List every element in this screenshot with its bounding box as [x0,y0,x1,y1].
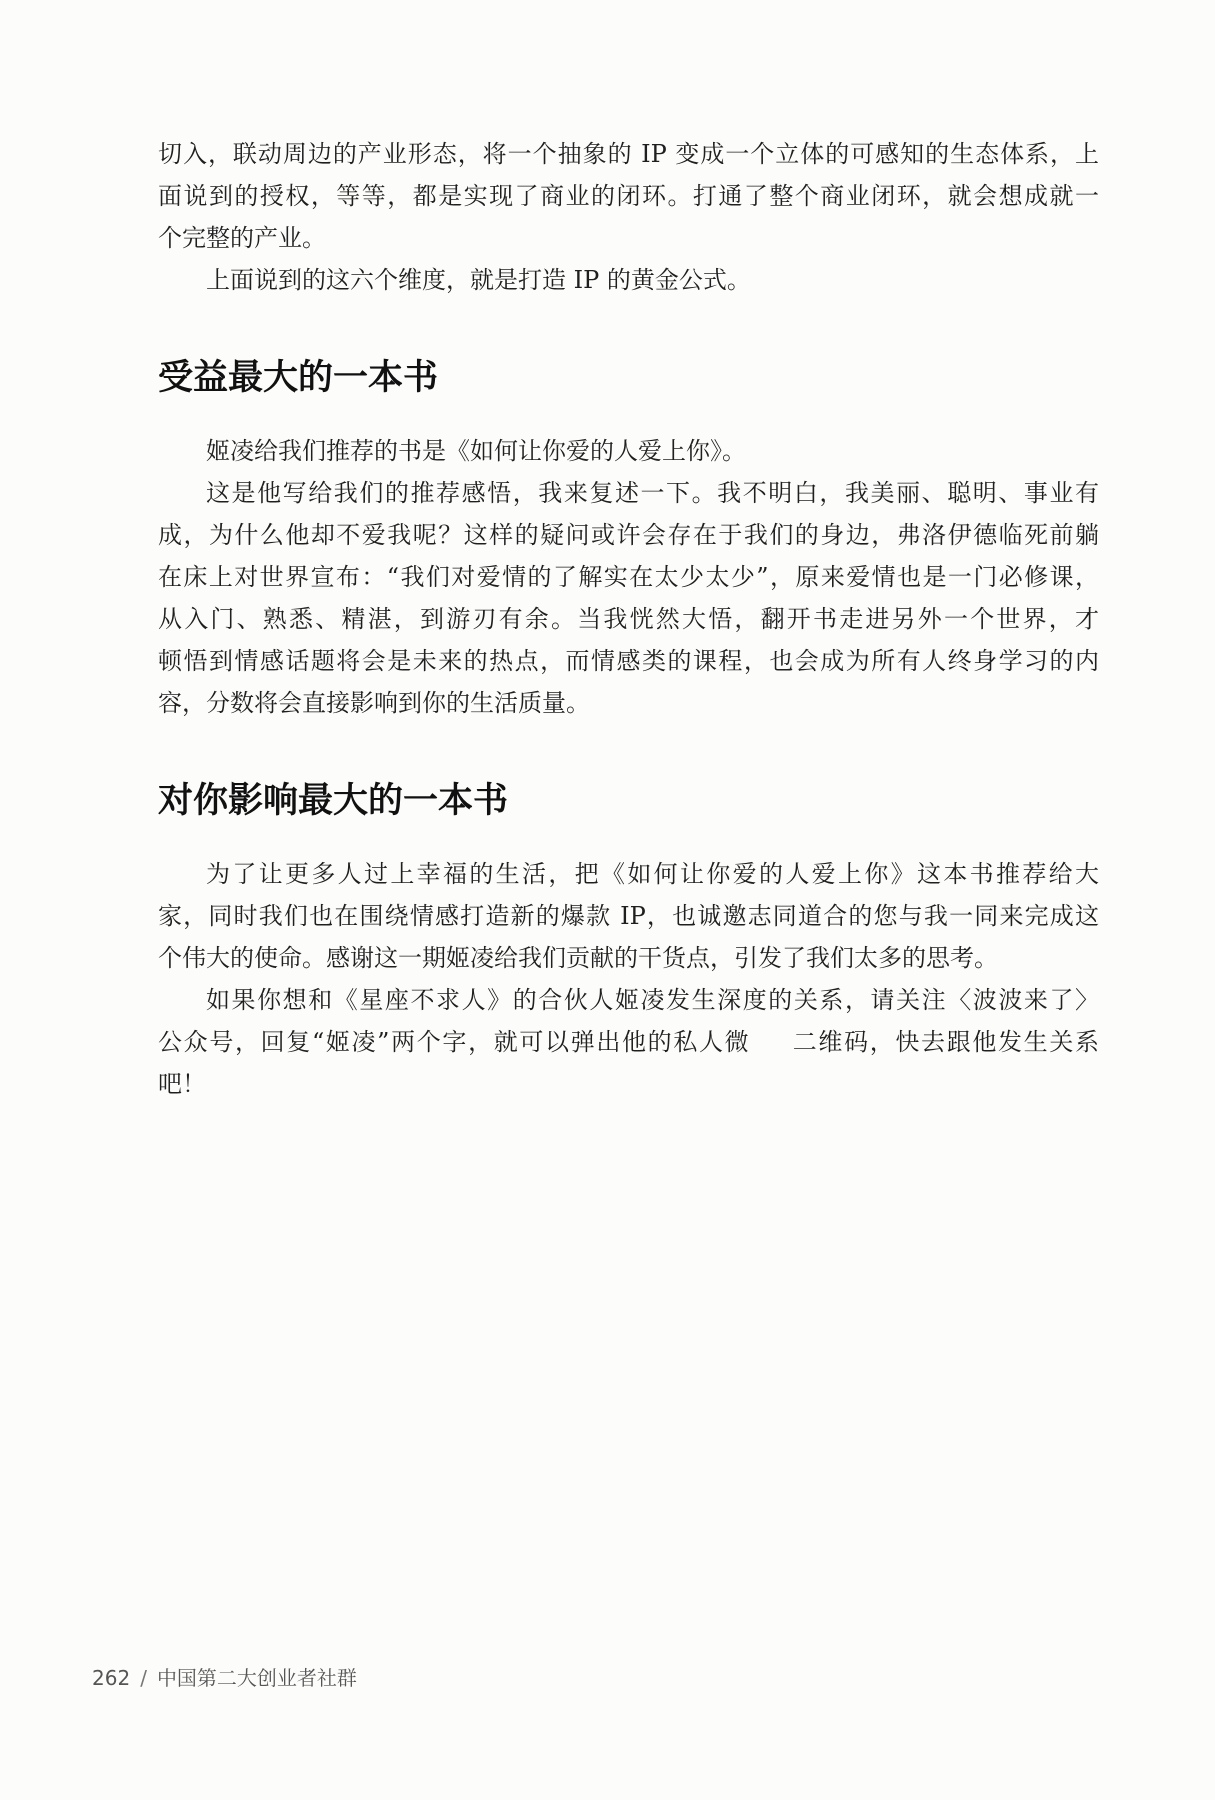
text-line: 姬凌给我们推荐的书是《如何让你爱的人爱上你》。 [206,437,746,465]
paragraph [158,853,1099,979]
text-line: 容，分数将会直接影响到你的生活质量。 [158,689,590,717]
text-line: 从入门、熟悉、精湛，到游刃有余。当我恍然大悟，翻开书走进另外一个世界，才 [158,605,1099,633]
text-line: 顿悟到情感话题将会是未来的热点，而情感类的课程，也会成为所有人终身学习的内 [158,647,1099,675]
section-heading-influence: 对你影响最大的一本书 [158,781,509,821]
text-line: 如果你想和《星座不求人》的合伙人姬凌发生深度的关系，请关注〈波波来了〉 [206,986,1099,1014]
paragraph [158,259,1099,301]
page-footer [92,1664,357,1692]
benefit-section [158,430,1099,724]
intro-section [158,133,1099,301]
section-heading-benefit: 受益最大的一本书 [158,358,439,398]
text-line: 个伟大的使命。感谢这一期姬凌给我们贡献的干货点，引发了我们太多的思考。 [158,944,998,972]
text-line: 这是他写给我们的推荐感悟，我来复述一下。我不明白，我美丽、聪明、事业有 [206,479,1099,507]
text-line: 个完整的产业。 [158,224,326,252]
text-line: 在床上对世界宣布：“我们对爱情的了解实在太少太少”，原来爱情也是一门必修课， [158,563,1099,591]
text-line: 吧！ [158,1070,206,1098]
text-line [158,1021,1099,1063]
running-title: 中国第二大创业者社群 [156,1666,357,1690]
text-line: 家，同时我们也在围绕情感打造新的爆款 IP，也诚邀志同道合的您与我一同来完成这 [158,902,1099,930]
page-number: 262 [92,1666,131,1690]
text-line: 面说到的授权，等等，都是实现了商业的闭环。打通了整个商业闭环，就会想成就一 [158,182,1099,210]
paragraph [158,430,1099,472]
paragraph [158,472,1099,724]
footer-separator: / [140,1666,147,1690]
text-line: 上面说到的这六个维度，就是打造 IP 的黄金公式。 [206,266,751,294]
text-before-gap: 公众号，回复“姬凌”两个字，就可以弹出他的私人微 [158,1028,751,1056]
influence-section [158,853,1099,1105]
paragraph [158,979,1099,1105]
text-after-gap: 二维码，快去跟他发生关系 [791,1028,1099,1056]
text-line: 为了让更多人过上幸福的生活，把《如何让你爱的人爱上你》这本书推荐给大 [206,860,1099,888]
text-line: 成，为什么他却不爱我呢？这样的疑问或许会存在于我们的身边，弗洛伊德临死前躺 [158,521,1099,549]
paragraph [158,133,1099,259]
text-line: 切入，联动周边的产业形态，将一个抽象的 IP 变成一个立体的可感知的生态体系，上 [158,140,1099,168]
